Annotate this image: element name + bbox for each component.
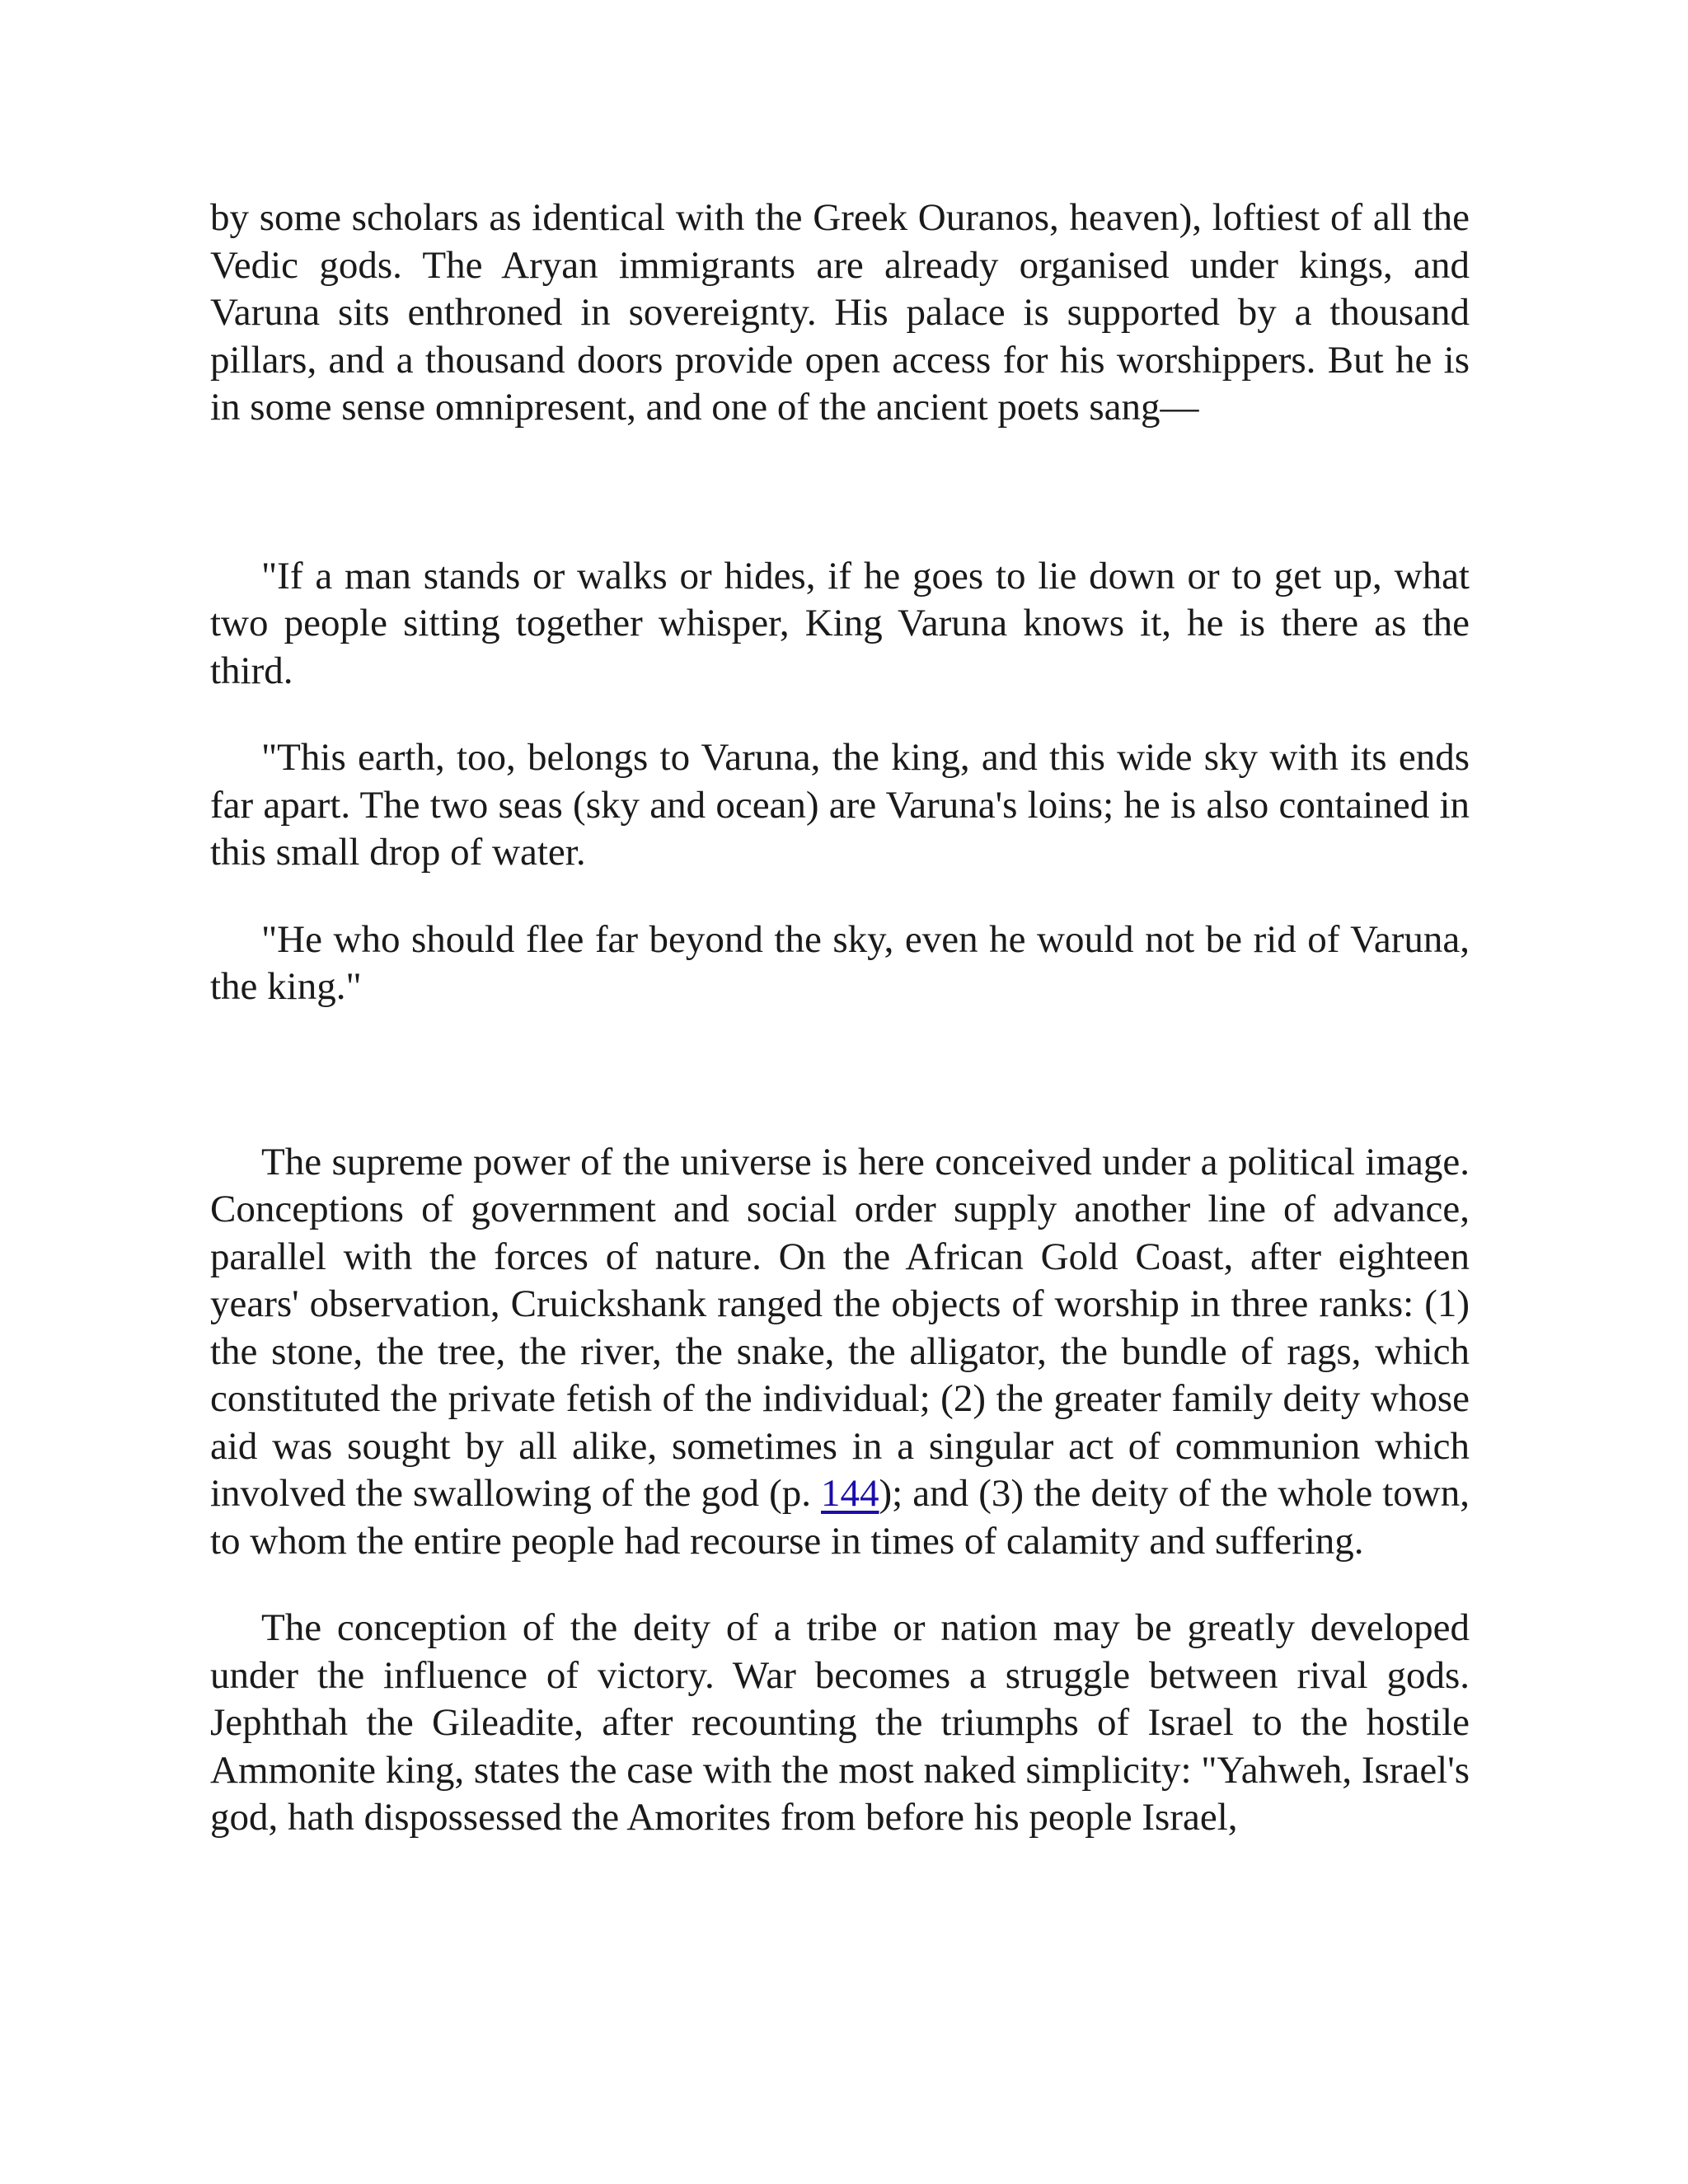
paragraph-spacer: [210, 695, 1470, 734]
section-spacer: [210, 432, 1470, 553]
paragraph-varuna-intro: by some scholars as identical with the Greek Ouranos, heaven), loftiest of all the Vedic gods. The Aryan immigrants are already organised under kings, and Varuna sits enthroned in sovereignty. His palace is supported by a thousand pillars, and a thousand doors provide open access for his worshippers. But he is in some sense omnipresent, and one of the ancient poets sang—: [210, 196, 1470, 429]
paragraph-political-image: [210, 1139, 1470, 1566]
page-reference-link[interactable]: 144: [821, 1472, 879, 1515]
section-spacer: [210, 1011, 1470, 1139]
paragraph-spacer: [210, 877, 1470, 916]
paragraph-text-before-link: The supreme power of the universe is here conceived under a political image. Conceptions of government and social order supply another line of advance, parallel with the forces of nature. On the African Gold Coast, after eighteen years' observation, Cruickshank ranged the objects of worship in three ranks: (1) the stone, the tree, the river, the snake, the alligator, the bundle of rags, which constituted the private fetish of the individual; (2) the greater family deity whose aid was sought by all alike, sometimes in a singular act of communion which involved the swallowing of the god (p.: [210, 1140, 1470, 1515]
page-body: [210, 194, 1470, 1842]
quote-paragraph-2: "This earth, too, belongs to Varuna, the king, and this wide sky with its ends far apart. The two seas (sky and ocean) are Varuna's loins; he is also contained in this small drop of water.: [210, 736, 1470, 874]
paragraph-tribal-deity: The conception of the deity of a tribe or nation may be greatly developed under the influence of victory. War becomes a struggle between rival gods. Jephthah the Gileadite, after recounting the triumphs of Israel to the hostile Ammonite king, states the case with the most naked simplicity: "Yahweh, Israel's god, hath dispossessed the Amorites from before his people Israel,: [210, 1606, 1470, 1839]
quote-paragraph-3: "He who should flee far beyond the sky, even he would not be rid of Varuna, the king.": [210, 917, 1470, 1008]
paragraph-spacer: [210, 1565, 1470, 1605]
quote-paragraph-1: "If a man stands or walks or hides, if he goes to lie down or to get up, what two people sitting together whisper, King Varuna knows it, he is there as the third.: [210, 554, 1470, 692]
paragraph-text-after-link: ); and (3) the deity of the whole town, to whom the entire people had recourse in times of calamity and suffering.: [210, 1472, 1470, 1563]
